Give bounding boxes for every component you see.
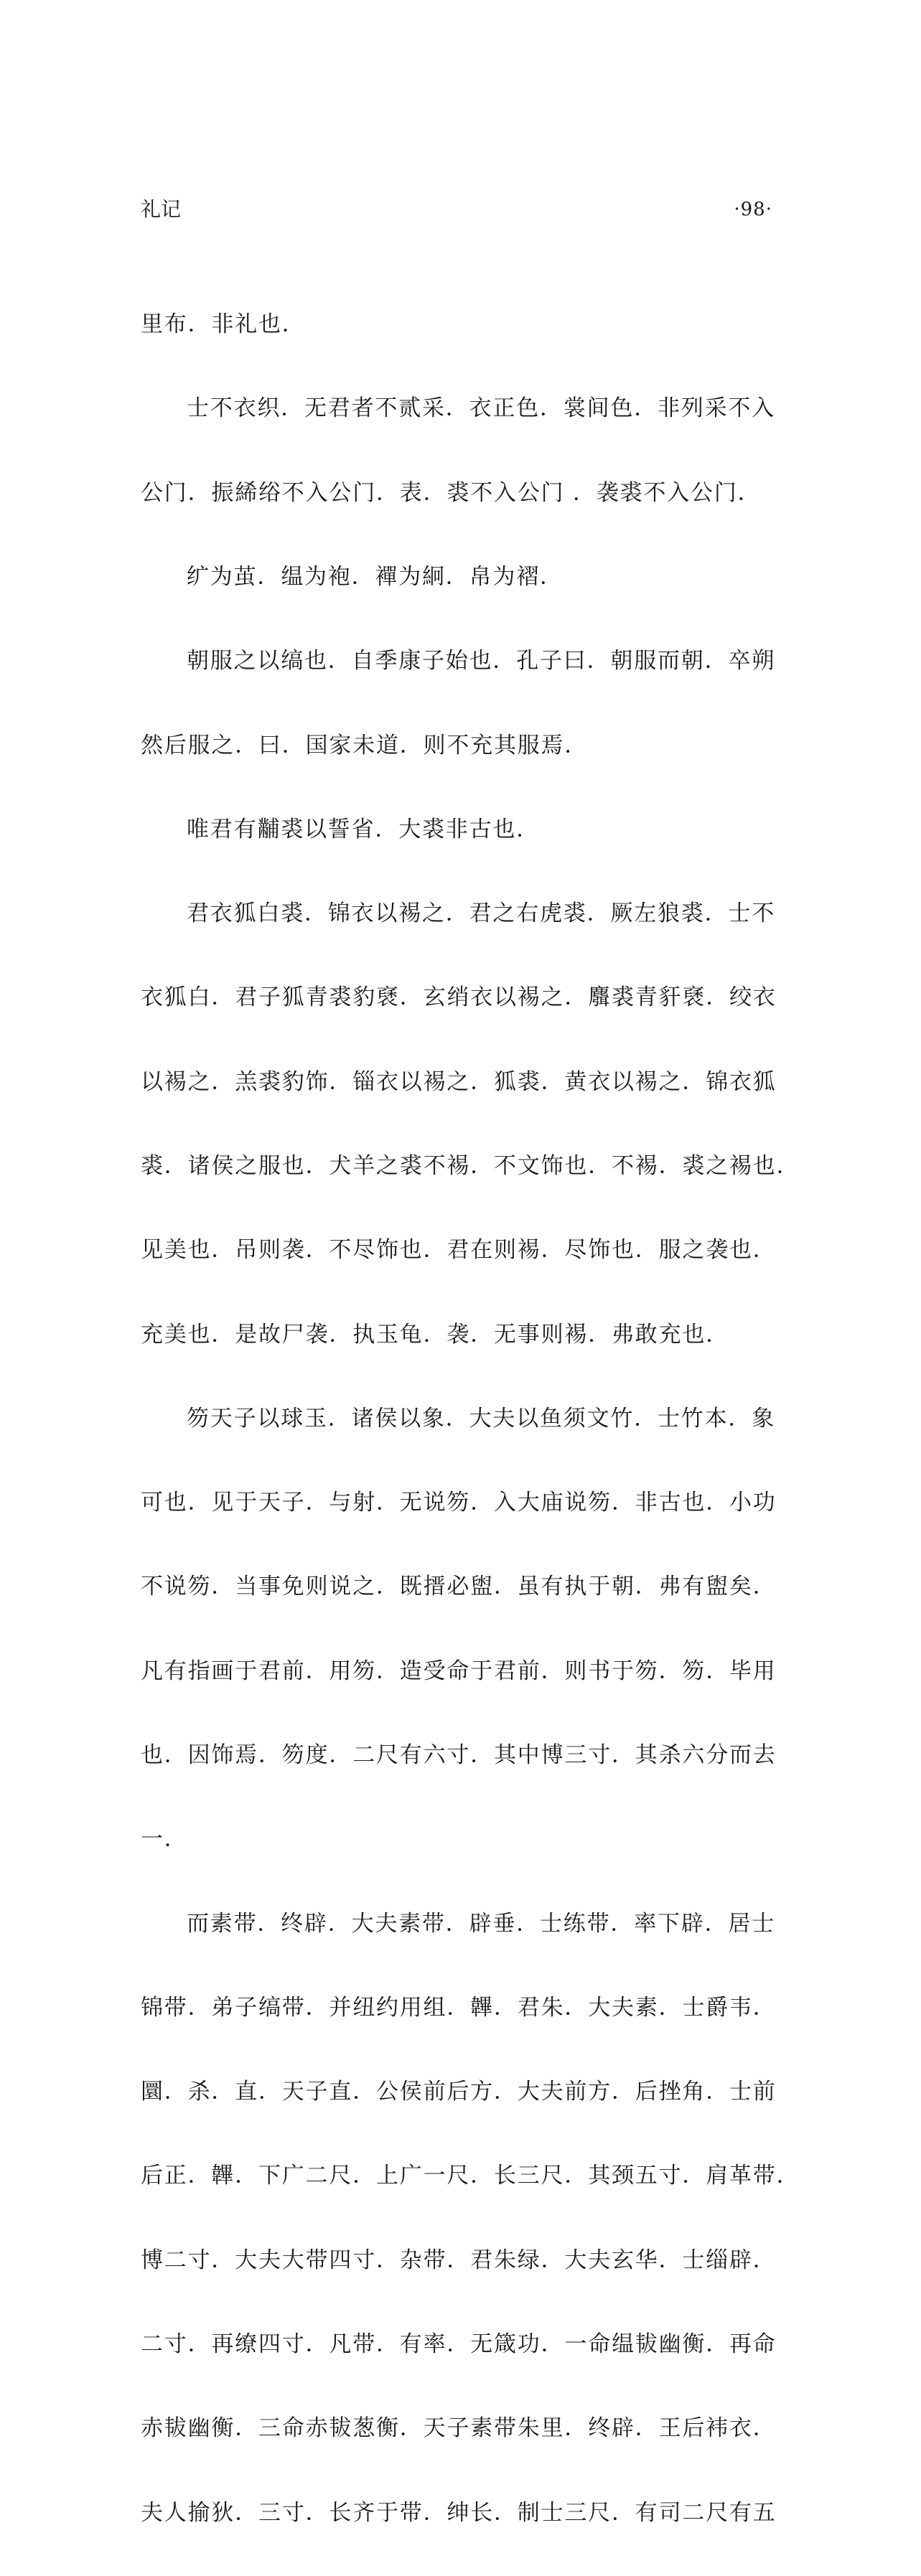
text-line: 二寸．再缭四寸．凡带．有率．无箴功．一命缊韨幽衡．再命 [141, 2331, 777, 2357]
text-line: 唯君有黼裘以誓省．大裘非古也． [187, 816, 540, 842]
text-line: 公门．振絺绤不入公门．表．裘不入公门 ．袭裘不入公门． [141, 479, 762, 506]
text-line: 裘．诸侯之服也．犬羊之裘不裼．不文饰也．不裼．裘之裼也． [141, 1153, 800, 1179]
text-line: 也．因饰焉．笏度．二尺有六寸．其中博三寸．其杀六分而去 [141, 1741, 777, 1768]
text-line: 可也．见于天子．与射．无说笏．入大庙说笏．非古也．小功 [141, 1490, 777, 1516]
text-line: 凡有指画于君前．用笏．造受命于君前．则书于笏．笏．毕用 [141, 1658, 777, 1684]
text-line: 充美也．是故尸袭．执玉龟．袭．无事则裼．弗敢充也． [141, 1321, 729, 1348]
text-line: 后正．韠．下广二尺．上广一尺．长三尺．其颈五寸．肩革带． [141, 2163, 800, 2189]
book-title: 礼记 [141, 197, 182, 221]
text-line: 里布．非礼也． [141, 311, 306, 338]
text-line: 赤韨幽衡．三命赤韨葱衡．天子素带朱里．终辟．王后袆衣． [141, 2415, 777, 2442]
text-line: 而素带．终辟．大夫素带．辟垂．士练带．率下辟．居士 [187, 1910, 775, 1937]
text-line: 然后服之．曰．国家未道．则不充其服焉． [141, 732, 589, 758]
text-line: 一． [141, 1826, 188, 1853]
text-line: 锦带．弟子缟带．并纽约用组．韠．君朱．大夫素．士爵韦． [141, 1994, 777, 2021]
body-text [141, 255, 800, 2576]
text-line: 纩为茧．缊为袍．襌为絅．帛为褶． [187, 564, 564, 591]
text-line: 博二寸．大夫大带四寸．杂带．君朱绿．大夫玄华．士缁辟． [141, 2247, 777, 2273]
text-line: 见美也．吊则袭．不尽饰也．君在则裼．尽饰也．服之袭也． [141, 1237, 777, 1264]
text-line: 圜．杀．直．天子直．公侯前后方．大夫前方．后挫角．士前 [141, 2079, 777, 2105]
text-line: 不说笏．当事免则说之．既搢必盥．虽有执于朝．弗有盥矣． [141, 1574, 777, 1600]
page-header [141, 195, 772, 224]
text-line: 夫人揄狄．三寸．长齐于带．绅长．制士三尺．有司二尺有五 [141, 2499, 777, 2526]
text-line: 衣狐白．君子狐青裘豹褎．玄绡衣以裼之．麛裘青豻褎．绞衣 [141, 984, 777, 1011]
page-number: ·98· [734, 199, 772, 220]
text-line: 以裼之．羔裘豹饰．锱衣以裼之．狐裘．黄衣以裼之．锦衣狐 [141, 1068, 777, 1095]
text-line: 士不衣织．无君者不贰采．衣正色．裳间色．非列采不入 [187, 395, 775, 422]
text-line: 君衣狐白裘．锦衣以裼之．君之右虎裘．厥左狼裘．士不 [187, 901, 775, 927]
text-line: 笏天子以球玉．诸侯以象．大夫以鱼须文竹．士竹本．象 [187, 1405, 775, 1432]
text-line: 朝服之以缟也．自季康子始也．孔子曰．朝服而朝．卒朔 [187, 648, 775, 674]
